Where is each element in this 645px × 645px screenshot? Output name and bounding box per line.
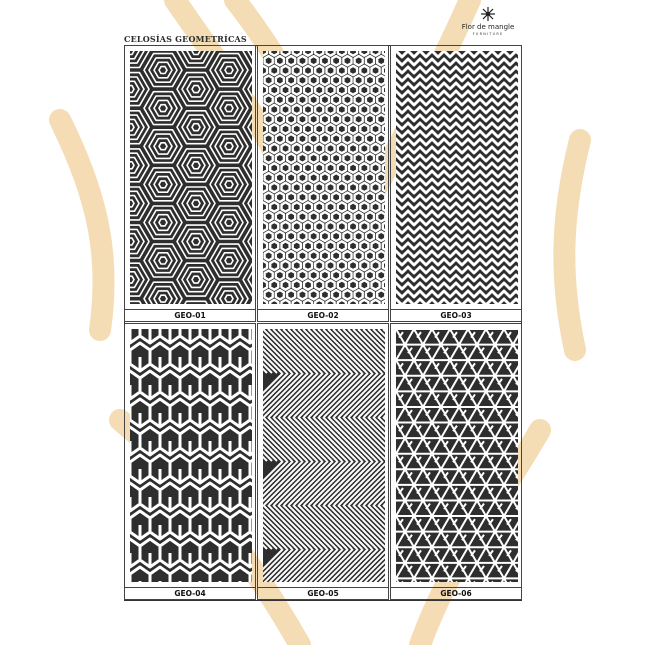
panel-code-label: GEO-06 <box>440 589 472 598</box>
panel-pattern-star-triangle <box>396 329 518 582</box>
panel-code-label: GEO-02 <box>307 311 339 320</box>
page-title: CELOSÍAS GEOMETRÍCAS <box>124 34 247 44</box>
panel-pattern-cube-diamond <box>130 329 252 582</box>
flower-star-icon <box>480 6 496 22</box>
label-divider <box>125 587 255 588</box>
panel-code-label: GEO-05 <box>307 589 339 598</box>
label-divider <box>258 309 388 310</box>
panel-code-label: GEO-04 <box>174 589 206 598</box>
brand-logo <box>452 6 524 44</box>
label-divider <box>391 309 521 310</box>
panel-cell-geo-02 <box>257 45 389 322</box>
brand-tagline: FURNITURE <box>472 32 504 36</box>
panel-cell-geo-05 <box>257 323 389 600</box>
panel-code-label: GEO-03 <box>440 311 472 320</box>
brand-name: Flor de mangle <box>461 23 515 31</box>
panel-code-label: GEO-01 <box>174 311 206 320</box>
panel-cell-geo-04 <box>124 323 256 600</box>
panel-cell-geo-03 <box>390 45 522 322</box>
panel-pattern-hexagon-spiral <box>130 51 252 304</box>
label-divider <box>125 309 255 310</box>
label-divider <box>258 587 388 588</box>
panel-cell-geo-06 <box>390 323 522 600</box>
panel-pattern-hexagon-lattice <box>263 51 385 304</box>
label-divider <box>391 587 521 588</box>
panel-pattern-herringbone-lines <box>263 329 385 582</box>
panel-pattern-chevron-zigzag <box>396 51 518 304</box>
panel-cell-geo-01 <box>124 45 256 322</box>
